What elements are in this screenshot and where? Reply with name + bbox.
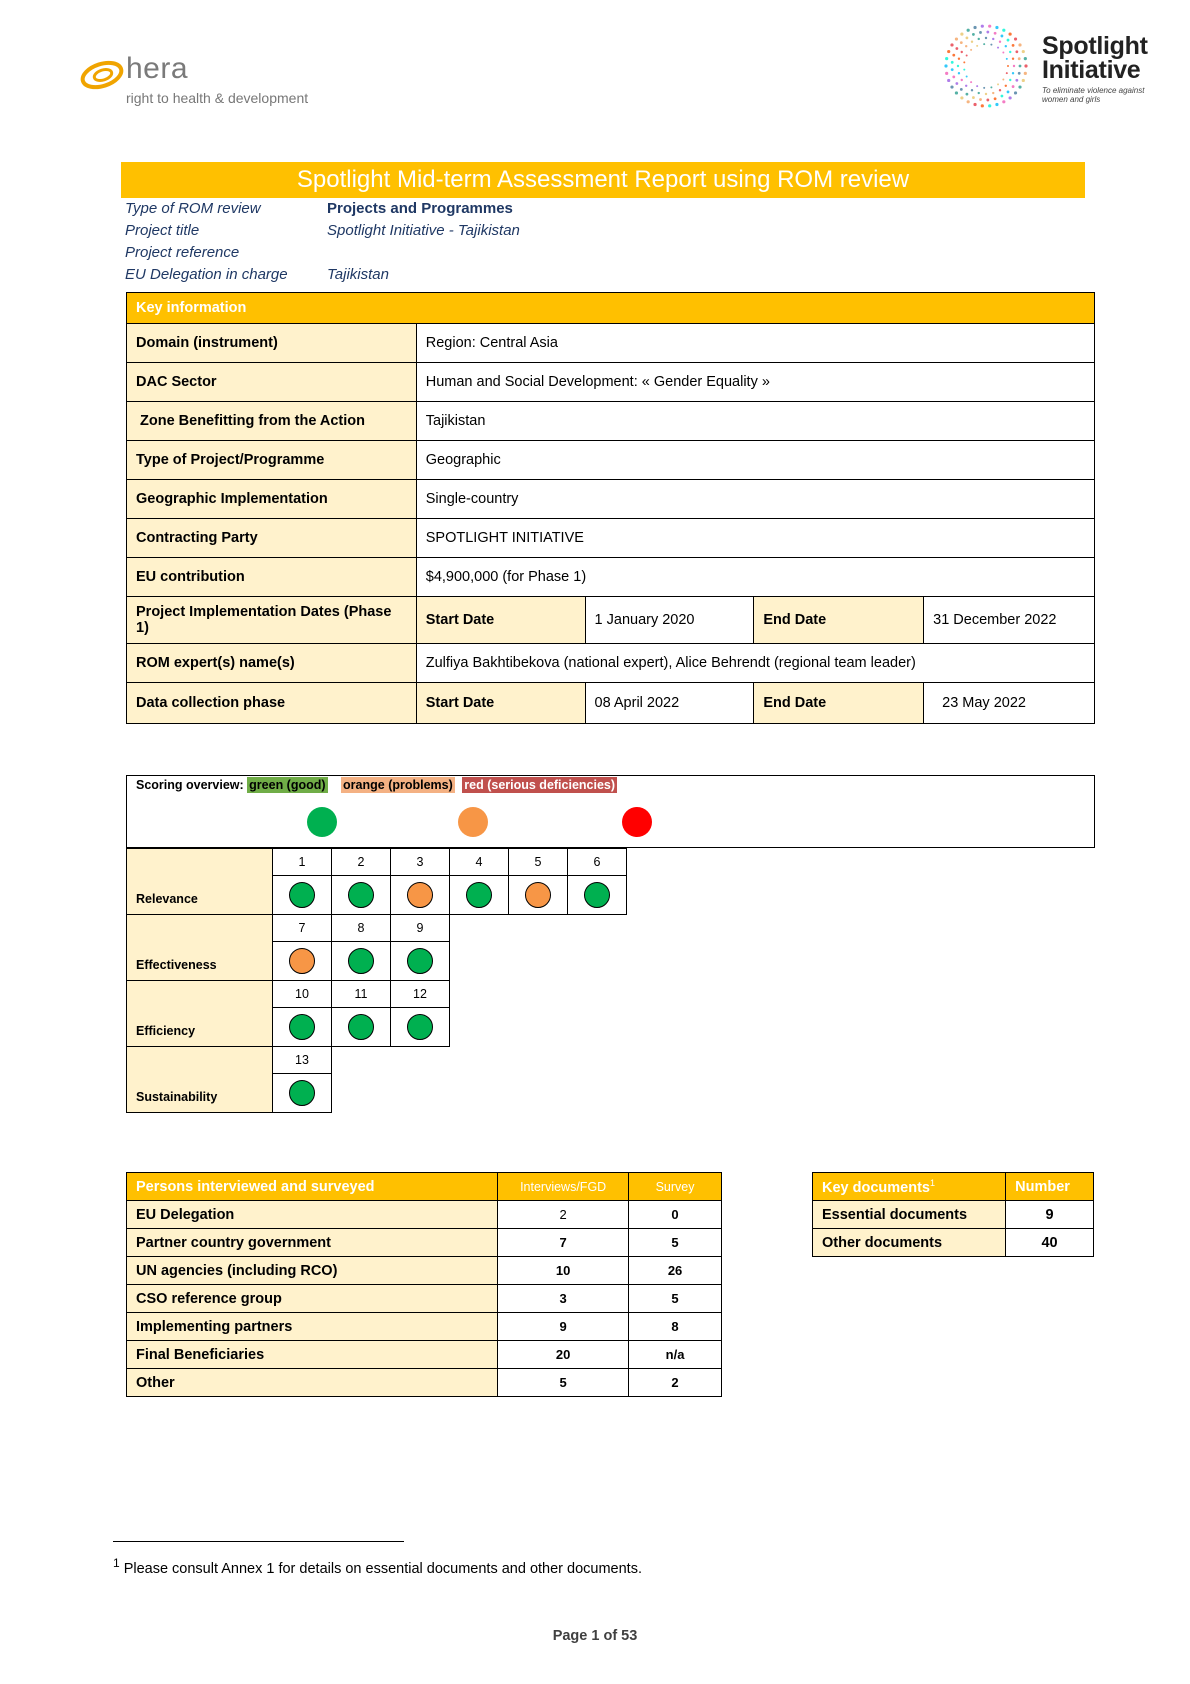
- end-date-value: 31 December 2022: [924, 597, 1095, 644]
- footnote-text: Please consult Annex 1 for details on essential documents and other documents.: [123, 1560, 642, 1577]
- table-row: [127, 1229, 722, 1257]
- score-orange-dot: [525, 882, 551, 908]
- meta-value: Tajikistan: [327, 266, 389, 283]
- score-cell: [450, 876, 509, 915]
- hera-swirl-icon: [80, 58, 124, 92]
- score-category: Efficiency: [127, 981, 273, 1047]
- table-row: [813, 1201, 1094, 1229]
- score-orange-dot: [407, 882, 433, 908]
- spotlight-logo: [940, 20, 1170, 112]
- row-label: Contracting Party: [127, 519, 417, 558]
- row-value: Geographic: [416, 441, 1094, 480]
- score-cell: [391, 1008, 450, 1047]
- score-cell: [391, 876, 450, 915]
- survey-value: 2: [629, 1369, 722, 1397]
- hera-name: hera: [126, 52, 189, 85]
- row-label: Data collection phase: [127, 683, 417, 724]
- row-label: Domain (instrument): [127, 324, 417, 363]
- legend-orange-dot: [458, 807, 488, 837]
- survey-col-header: Survey: [629, 1173, 722, 1201]
- score-criterion-number: 5: [509, 849, 568, 876]
- table-row: [127, 558, 1095, 597]
- row-value: $4,900,000 (for Phase 1): [416, 558, 1094, 597]
- score-criterion-number: 11: [332, 981, 391, 1008]
- score-number-row: [127, 1047, 627, 1074]
- footnote-number: 1: [113, 1556, 120, 1570]
- table-row: [127, 644, 1095, 683]
- interviews-value: 7: [498, 1229, 629, 1257]
- row-value: Region: Central Asia: [416, 324, 1094, 363]
- table-row: [127, 1313, 722, 1341]
- score-cell: [273, 876, 332, 915]
- score-green-dot: [348, 1014, 374, 1040]
- scoring-legend: [136, 778, 617, 792]
- start-date-label: Start Date: [416, 683, 585, 724]
- spotlight-ring-icon: [940, 20, 1032, 112]
- interviews-value: 10: [498, 1257, 629, 1285]
- survey-value: 0: [629, 1201, 722, 1229]
- row-value: SPOTLIGHT INITIATIVE: [416, 519, 1094, 558]
- table-row: [127, 480, 1095, 519]
- report-title: Spotlight Mid-term Assessment Report using ROM review: [121, 162, 1085, 198]
- score-cell: [273, 1074, 332, 1113]
- score-category: Effectiveness: [127, 915, 273, 981]
- table-row: [127, 441, 1095, 480]
- row-value: Human and Social Development: « Gender Equality »: [416, 363, 1094, 402]
- key-documents-header-text: Key documents: [822, 1179, 930, 1196]
- score-number-row: [127, 915, 627, 942]
- row-value: Tajikistan: [416, 402, 1094, 441]
- score-orange-dot: [289, 948, 315, 974]
- score-cell: [391, 942, 450, 981]
- persons-interviewed-table: [126, 1172, 722, 1397]
- footnote: [113, 1556, 642, 1577]
- interviews-value: 20: [498, 1341, 629, 1369]
- meta-value: Projects and Programmes: [327, 200, 513, 217]
- table-row: [127, 1257, 722, 1285]
- row-value: 40: [1006, 1229, 1094, 1257]
- score-criterion-number: 6: [568, 849, 627, 876]
- row-label: Other documents: [813, 1229, 1006, 1257]
- interviews-value: 2: [498, 1201, 629, 1229]
- score-criterion-number: 10: [273, 981, 332, 1008]
- row-label: Project Implementation Dates (Phase 1): [127, 597, 417, 644]
- score-number-row: [127, 981, 627, 1008]
- row-label: ROM expert(s) name(s): [127, 644, 417, 683]
- score-criterion-number: 12: [391, 981, 450, 1008]
- table-row: [127, 1285, 722, 1313]
- score-cell: [332, 942, 391, 981]
- meta-label: EU Delegation in charge: [125, 266, 288, 283]
- page-number: Page 1 of 53: [552, 1628, 638, 1644]
- key-information-table: [126, 292, 1095, 724]
- score-cell: [332, 1008, 391, 1047]
- score-cell: [332, 876, 391, 915]
- survey-value: 5: [629, 1285, 722, 1313]
- row-label: EU Delegation: [127, 1201, 498, 1229]
- spotlight-name: Spotlight Initiative: [1042, 32, 1148, 84]
- hera-tagline: right to health & development: [126, 90, 309, 106]
- meta-label: Project reference: [125, 244, 240, 261]
- row-label: Implementing partners: [127, 1313, 498, 1341]
- meta-value: Spotlight Initiative - Tajikistan: [327, 222, 520, 239]
- interviews-value: 9: [498, 1313, 629, 1341]
- score-criterion-number: 4: [450, 849, 509, 876]
- score-criterion-number: 2: [332, 849, 391, 876]
- row-label: CSO reference group: [127, 1285, 498, 1313]
- row-value: 9: [1006, 1201, 1094, 1229]
- legend-red-dot: [622, 807, 652, 837]
- table-row: [127, 519, 1095, 558]
- end-date-value: 23 May 2022: [924, 683, 1095, 724]
- legend-green-dot: [307, 807, 337, 837]
- row-label: EU contribution: [127, 558, 417, 597]
- score-category: Sustainability: [127, 1047, 273, 1113]
- score-green-dot: [289, 1080, 315, 1106]
- row-label: Type of Project/Programme: [127, 441, 417, 480]
- score-criterion-number: 8: [332, 915, 391, 942]
- footnote-separator: [113, 1541, 404, 1542]
- table-row: [127, 324, 1095, 363]
- interviews-value: 3: [498, 1285, 629, 1313]
- start-date-label: Start Date: [416, 597, 585, 644]
- table-row: [127, 1341, 722, 1369]
- score-category: Relevance: [127, 849, 273, 915]
- score-criterion-number: 1: [273, 849, 332, 876]
- scoring-grid: [126, 848, 627, 1113]
- table-row: [813, 1229, 1094, 1257]
- interviews-col-header: Interviews/FGD: [498, 1173, 629, 1201]
- survey-value: 26: [629, 1257, 722, 1285]
- score-cell: [568, 876, 627, 915]
- survey-value: n/a: [629, 1341, 722, 1369]
- end-date-label: End Date: [754, 597, 924, 644]
- table-row: [127, 363, 1095, 402]
- row-label: Zone Benefitting from the Action: [127, 402, 417, 441]
- meta-label: Type of ROM review: [125, 200, 261, 217]
- row-label: UN agencies (including RCO): [127, 1257, 498, 1285]
- score-green-dot: [348, 948, 374, 974]
- scoring-overview: [126, 775, 1095, 848]
- score-green-dot: [348, 882, 374, 908]
- footnote-ref[interactable]: 1: [929, 1177, 935, 1188]
- score-criterion-number: 3: [391, 849, 450, 876]
- table-row: [127, 402, 1095, 441]
- score-cell: [273, 1008, 332, 1047]
- table-row: [127, 683, 1095, 724]
- table-row: [127, 1369, 722, 1397]
- scoring-label: Scoring overview:: [136, 778, 244, 792]
- score-green-dot: [584, 882, 610, 908]
- key-documents-table: [812, 1172, 1094, 1257]
- row-value: Single-country: [416, 480, 1094, 519]
- score-green-dot: [466, 882, 492, 908]
- legend-red: red (serious deficiencies): [464, 778, 616, 792]
- number-col-header: Number: [1006, 1173, 1094, 1201]
- table-row: [127, 597, 1095, 644]
- row-label: Other: [127, 1369, 498, 1397]
- key-info-header: Key information: [127, 293, 1095, 324]
- key-documents-header: [813, 1173, 1006, 1201]
- row-label: Partner country government: [127, 1229, 498, 1257]
- end-date-label: End Date: [754, 683, 924, 724]
- persons-header: Persons interviewed and surveyed: [127, 1173, 498, 1201]
- score-green-dot: [407, 948, 433, 974]
- score-number-row: [127, 849, 627, 876]
- start-date-value: 1 January 2020: [585, 597, 754, 644]
- score-cell: [273, 942, 332, 981]
- row-label: Geographic Implementation: [127, 480, 417, 519]
- survey-value: 8: [629, 1313, 722, 1341]
- row-value: Zulfiya Bakhtibekova (national expert), Alice Behrendt (regional team leader): [416, 644, 1094, 683]
- score-green-dot: [407, 1014, 433, 1040]
- score-criterion-number: 7: [273, 915, 332, 942]
- row-label: DAC Sector: [127, 363, 417, 402]
- table-row: [127, 1201, 722, 1229]
- survey-value: 5: [629, 1229, 722, 1257]
- start-date-value: 08 April 2022: [585, 683, 754, 724]
- row-label: Final Beneficiaries: [127, 1341, 498, 1369]
- score-green-dot: [289, 882, 315, 908]
- legend-orange: orange (problems): [343, 778, 453, 792]
- score-cell: [509, 876, 568, 915]
- spotlight-tagline: To eliminate violence against women and girls: [1042, 86, 1145, 104]
- score-criterion-number: 13: [273, 1047, 332, 1074]
- score-criterion-number: 9: [391, 915, 450, 942]
- legend-green: green (good): [249, 778, 326, 792]
- meta-label: Project title: [125, 222, 200, 239]
- hera-logo: [80, 52, 340, 112]
- row-label: Essential documents: [813, 1201, 1006, 1229]
- score-green-dot: [289, 1014, 315, 1040]
- interviews-value: 5: [498, 1369, 629, 1397]
